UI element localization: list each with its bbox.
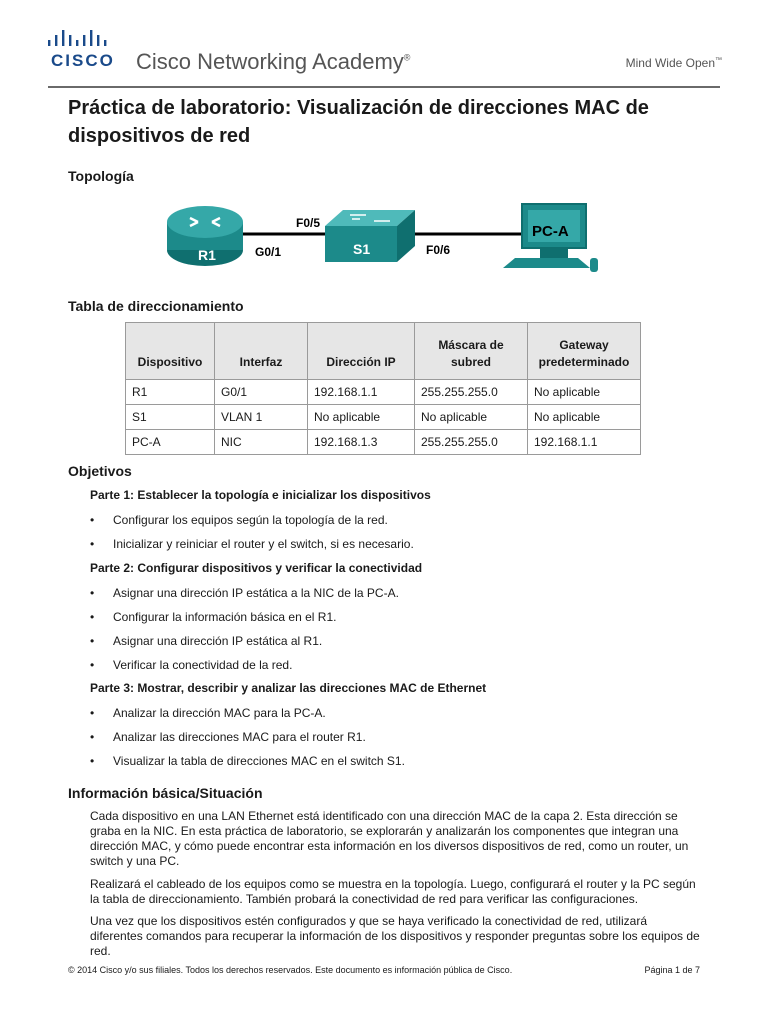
table-cell: No aplicable (528, 405, 641, 430)
cisco-logo-text: CISCO (51, 51, 115, 70)
table-cell: No aplicable (308, 405, 415, 430)
pc-label: PC-A (532, 223, 569, 240)
bullet-icon: • (90, 634, 95, 648)
router-label: R1 (198, 247, 216, 263)
trademark-mark: ™ (715, 57, 722, 64)
brand-tagline: Mind Wide Open™ (625, 56, 722, 70)
table-cell: No aplicable (415, 405, 528, 430)
list-item: • Visualizar la tabla de direcciones MAC en el switch S1. (90, 754, 405, 768)
bullet-icon: • (90, 754, 95, 768)
bullet-icon: • (90, 537, 95, 551)
column-header: Dirección IP (308, 323, 415, 380)
bullet-icon: • (90, 586, 95, 600)
addressing-table (125, 322, 641, 455)
table-cell: 192.168.1.3 (308, 430, 415, 455)
column-header: Máscara de subred (415, 323, 528, 380)
list-item: • Asignar una dirección IP estática a la NIC de la PC-A. (90, 586, 399, 600)
table-cell: R1 (126, 380, 215, 405)
bullet-icon: • (90, 513, 95, 527)
header-divider (48, 86, 720, 88)
list-item: • Verificar la conectividad de la red. (90, 658, 293, 672)
table-row (126, 430, 641, 455)
background-paragraph-1: Cada dispositivo en una LAN Ethernet está identificado con una dirección MAC de la capa 2. Esta dirección se graba en la NIC. En esta práctica de laboratorio, se explorarán y analizarán los componentes que integran una dirección MAC, y cómo puede encontrar esta información en los diversos dispositivos de red, como un router, un switch y una PC. (90, 809, 689, 868)
background-paragraph-2: Realizará el cableado de los equipos como se muestra en la topología. Luego, configurará el router y la PC según la tabla de direccionamiento. También probará la conectividad de red para verificar las configuraciones. (90, 877, 696, 906)
table-cell: NIC (215, 430, 308, 455)
bullet-icon: • (90, 730, 95, 744)
list-item: • Analizar la dirección MAC para la PC-A. (90, 706, 326, 720)
column-header: Interfaz (215, 323, 308, 380)
part-1-title: Parte 1: Establecer la topología e inicializar los dispositivos (90, 488, 431, 502)
table-row (126, 380, 641, 405)
topology-heading: Topología (68, 168, 134, 184)
footer-copyright: © 2014 Cisco y/o sus filiales. Todos los derechos reservados. Este documento es información pública de Cisco. (68, 965, 513, 975)
column-header: Dispositivo (126, 323, 215, 380)
part-1-list (88, 512, 414, 560)
table-cell: PC-A (126, 430, 215, 455)
part-3-list (88, 705, 405, 777)
background-paragraph-3: Una vez que los dispositivos estén configurados y que se haya verificado la conectividad de red, utilizará diferentes comandos para recuperar la información de los dispositivos y responder preguntas sobre los equipos de red. (90, 914, 700, 958)
bullet-icon: • (90, 610, 95, 624)
table-row (126, 405, 641, 430)
list-item: • Inicializar y reiniciar el router y el switch, si es necesario. (90, 537, 414, 551)
part-2-list (88, 585, 399, 681)
background-heading: Información básica/Situación (68, 785, 263, 801)
switch-label: S1 (353, 241, 371, 257)
table-cell: 192.168.1.1 (308, 380, 415, 405)
cisco-bars-logo-icon (47, 30, 117, 50)
s1-port-pc-label: F0/6 (426, 243, 451, 257)
table-cell: No aplicable (528, 380, 641, 405)
table-cell: G0/1 (215, 380, 308, 405)
list-item: • Asignar una dirección IP estática al R1. (90, 634, 323, 648)
list-item: • Configurar los equipos según la topología de la red. (90, 513, 388, 527)
table-cell: 255.255.255.0 (415, 380, 528, 405)
column-header: Gateway predeterminado (528, 323, 641, 380)
table-header-row (126, 323, 641, 380)
part-2-title: Parte 2: Configurar dispositivos y verificar la conectividad (90, 561, 423, 575)
registered-mark: ® (403, 52, 411, 63)
table-cell: 192.168.1.1 (528, 430, 641, 455)
document-title: Práctica de laboratorio: Visualización de direcciones MAC de dispositivos de red (68, 97, 649, 147)
part-3-title: Parte 3: Mostrar, describir y analizar las direcciones MAC de Ethernet (90, 681, 487, 695)
objectives-heading: Objetivos (68, 463, 132, 479)
footer-page-number: Página 1 de 7 (644, 965, 700, 975)
bullet-icon: • (90, 658, 95, 672)
list-item: • Analizar las direcciones MAC para el router R1. (90, 730, 366, 744)
brand-title: Cisco Networking Academy® (136, 49, 411, 74)
table-cell: 255.255.255.0 (415, 430, 528, 455)
topology-diagram (160, 196, 610, 286)
list-item: • Configurar la información básica en el R1. (90, 610, 337, 624)
table-cell: VLAN 1 (215, 405, 308, 430)
bullet-icon: • (90, 706, 95, 720)
table-cell: S1 (126, 405, 215, 430)
r1-port-label: G0/1 (255, 245, 282, 259)
s1-port-r1-label: F0/5 (296, 216, 321, 230)
addressing-heading: Tabla de direccionamiento (68, 298, 244, 314)
page-header (0, 0, 768, 88)
